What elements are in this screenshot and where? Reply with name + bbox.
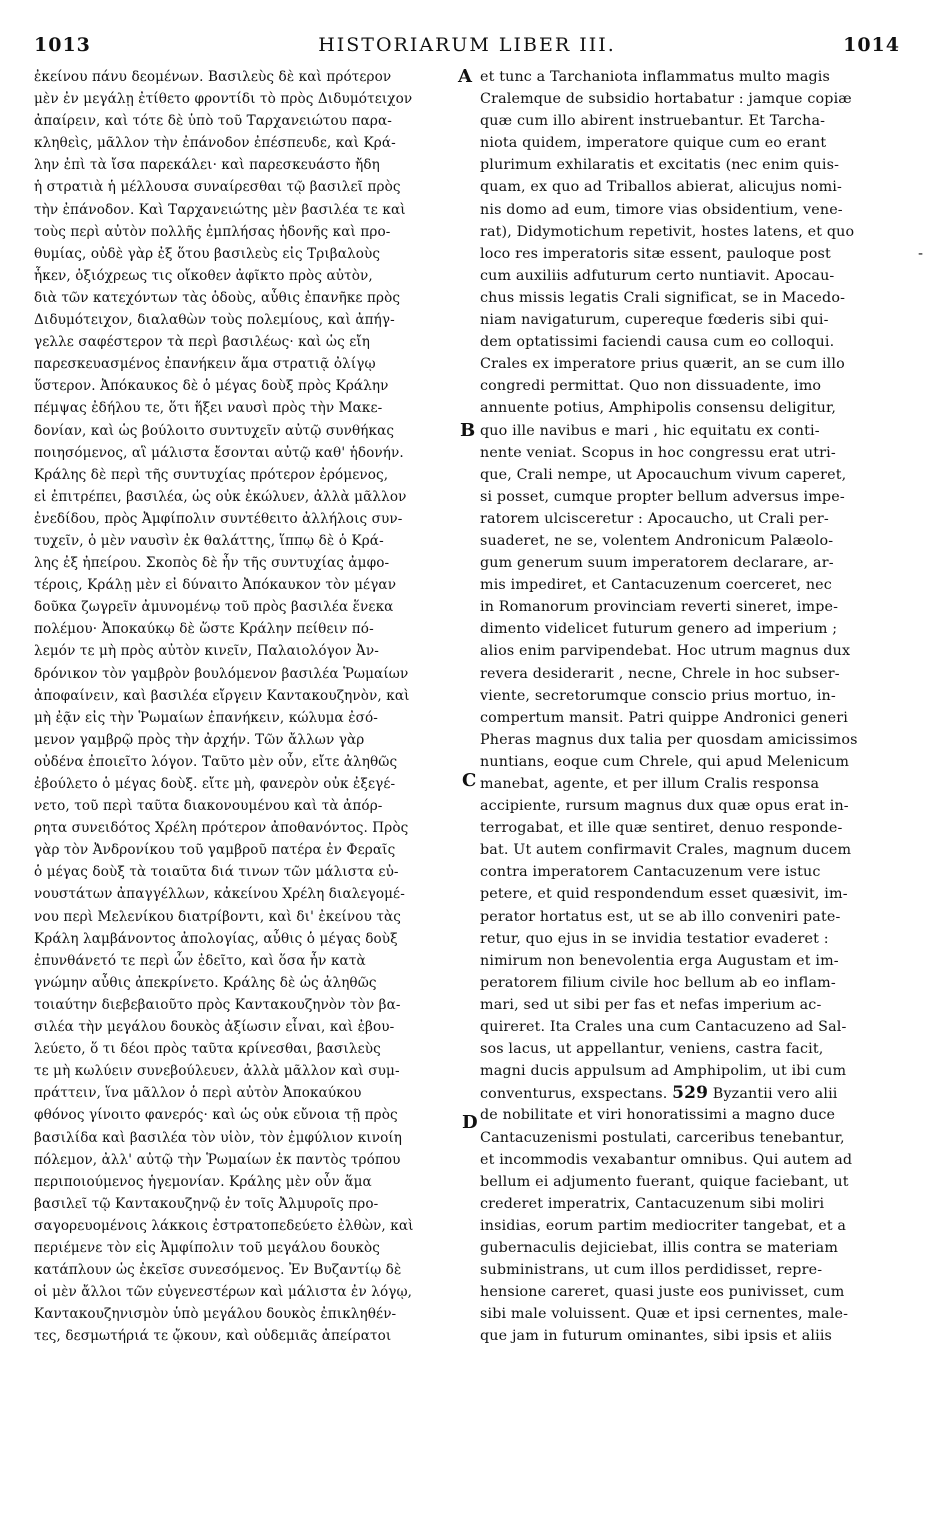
latin-text-line: mis impediret, et Cantacuzenum coerceret, nec [480, 577, 832, 594]
greek-text-line: λεύετο, ὅ τι δέοι πρὸς ταῦτα κρίνεσθαι, βασιλεὺς [34, 1041, 381, 1058]
greek-text-line: μενον γαμβρῷ πρὸς τὴν ἀρχήν. Τῶν ἄλλων γὰρ [34, 731, 365, 748]
greek-text-line: πολέμου· Ἀποκαύκῳ δὲ ὥστε Κράλην πείθειν πό- [34, 621, 374, 638]
greek-text-line: τυχεῖν, ὁ μὲν ναυσὶν ἐκ θαλάττης, ἵππῳ δὲ ὁ Κρά- [34, 532, 384, 549]
latin-text-line: dem optatissimi faciendi causa cum eo colloqui. [480, 334, 835, 351]
latin-text-segment: conventurus, exspectans. [480, 1086, 668, 1103]
latin-text-line: insidias, eorum partim mediocriter tangebat, et a [480, 1217, 847, 1234]
greek-text-line: πράττειν, ἵνα μᾶλλον ὁ περὶ αὐτὸν Ἀποκαύκου [34, 1085, 362, 1102]
greek-text-line: ἐνεδίδου, πρὸς Ἀμφίπολιν συντέθειτο ἀλλήλοις συν- [34, 510, 403, 527]
latin-text-line: niota quidem, imperatore quique cum eo erant [480, 135, 827, 152]
latin-text-line: bellum ei adjumento fuerant, quique faciebant, ut [480, 1173, 849, 1190]
greek-text-line: δοῦκα ζωγρεῖν ἀμυνομένῳ τοῦ πρὸς βασιλέα ἕνεκα [34, 599, 394, 616]
latin-text-line: sos lacus, ut appellantur, veniens, castra facit, [480, 1041, 824, 1058]
greek-text-line: ρητα συνειδότος Χρέλη πρότερον ἀποθανόντος. Πρὸς [34, 820, 409, 837]
greek-text-line: Κράλης δὲ περὶ τῆς συντυχίας πρότερον ἐρόμενος, [34, 466, 389, 483]
page-number-right: 1014 [843, 34, 900, 56]
greek-text-line: δονίαν, καὶ ὡς βούλοιτο συντυχεῖν αὐτῷ συνθήκας [34, 422, 395, 439]
greek-text-line: ποιησόμενος, αἳ μάλιστα ἔσονται αὐτῷ καθ' ἡδονήν. [34, 444, 404, 461]
greek-text-line: Καντακουζηνισμὸν ὑπὸ μεγάλου δουκὸς ἐπικληθέν- [34, 1306, 397, 1323]
greek-text-line: λεμόν τε μὴ πρὸς αὐτὸν κινεῖν, Παλαιολόγον Ἀν- [34, 643, 379, 660]
greek-text-line: ἐκείνου πάνυ δεομένων. Βασιλεὺς δὲ καὶ πρότερον [34, 69, 392, 85]
latin-text-line: accipiente, rursum magnus dux quæ opus erat in- [480, 798, 849, 815]
section-marker-c: C [462, 770, 477, 791]
greek-text-line: τοιαύτην διεβεβαιοῦτο πρὸς Καντακουζηνὸν τὸν βα- [34, 996, 401, 1013]
latin-text-line: sibi male voluissent. Quæ et ipsi cernentes, male- [480, 1306, 849, 1323]
greek-text-line: Κράλη λαμβάνοντος ἀπολογίας, αὖθις ὁ μέγας δοὺξ [34, 930, 398, 947]
greek-text-line: οὐδένα ἐποιεῖτο λόγον. Ταῦτο μὲν οὖν, εἴτε ἀληθῶς [34, 753, 398, 770]
greek-text-line: νουστάτων ἀπαγγέλλων, κἀκείνου Χρέλη διαλεγομέ- [34, 886, 405, 903]
latin-text-line: nuntians, eoque cum Chrele, qui apud Melenicum [480, 753, 850, 770]
latin-text-line: subministrans, ut cum illos perdidisset, repre- [480, 1262, 823, 1279]
latin-text-line: nis domo ad eum, timore vias obsidentium, vene- [480, 201, 843, 218]
greek-text-line: τες, δεσμωτήριά τε ᾤκουν, καὶ οὐδεμιᾶς ἀπείρατοι [34, 1328, 392, 1345]
latin-text-line: quireret. Ita Crales una cum Cantacuzeno ad Sal- [480, 1019, 847, 1036]
latin-text-segment: Byzantii vero alii [712, 1086, 838, 1103]
greek-text-line: νετο, τοῦ περὶ ταῦτα διακονουμένου καὶ τὰ ἀπόρ- [34, 798, 383, 815]
greek-text-line: σαγορευομένοις λάκκοις ἐστρατοπεδεύετο ἐλθὼν, καὶ [34, 1217, 414, 1234]
greek-text-column [34, 66, 456, 1347]
latin-text-line: Crales ex imperatore prius quærit, an se cum illo [480, 356, 845, 373]
latin-text-line: de nobilitate et viri honoratissimi a magno duce [480, 1107, 836, 1124]
greek-text-line: φθόνος γίνοιτο φανερός· καὶ ὡς οὐκ εὔνοια τῇ πρὸς [34, 1107, 398, 1124]
latin-text-line: Pheras magnus dux talia per quosdam amicissimos [480, 731, 858, 748]
greek-text-line: τὴν ἐπάνοδον. Καὶ Ταρχανειώτης μὲν βασιλέα τε καὶ [34, 201, 406, 218]
latin-text-line: cum auxiliis adfuturum certo nuntiavit. Apocau- [480, 267, 835, 284]
greek-text-line: ὕστερον. Ἀπόκαυκος δὲ ὁ μέγας δοὺξ πρὸς Κράλην [34, 378, 389, 395]
greek-text-line: βασιλεῖ τῷ Καντακουζηνῷ ἐν τοῖς Ἀλμυροῖς προ- [34, 1195, 379, 1212]
latin-text-line: peratorem filium civile hoc bellum ab eo inflam- [480, 974, 836, 991]
running-title: HISTORIARUM LIBER III. [318, 34, 616, 56]
latin-text-line: Cantacuzenismi postulati, carceribus tenebantur, [480, 1129, 845, 1146]
latin-text-line: nimirum non benevolentia erga Augustam et im- [480, 952, 839, 969]
latin-text-line: suaderet, ne se, volentem Andronicum Palæolo- [480, 532, 834, 549]
latin-text-line: Cralemque de subsidio hortabatur : jamque copiæ [480, 91, 852, 108]
latin-text-line: alios enim parvipendebat. Hoc utrum magnus dux [480, 643, 851, 660]
latin-text-line: viente, secretorumque conscio prius mortuo, in- [480, 687, 836, 704]
latin-text-line: quæ cum illo abirent instruebantur. Et Tarcha- [480, 113, 826, 130]
section-marker-d: D [462, 1112, 478, 1133]
greek-text-line: πόλεμον, ἀλλ' αὐτῷ τὴν Ῥωμαίων ἐκ παντὸς τρόπου [34, 1151, 401, 1168]
latin-text-line: que, Crali nempe, ut Apocauchum vivum caperet, [480, 466, 847, 483]
greek-text-line: λην ἐπὶ τὰ ἴσα παρεκάλει· καὶ παρεσκευάστο ἤδη [34, 157, 380, 174]
latin-text-line: et incommodis vexabantur omnibus. Qui autem ad [480, 1151, 853, 1168]
greek-text-line: εἰ ἐπιτρέπει, βασιλέα, ὡς οὐκ ἐκώλυεν, ἀλλὰ μᾶλλον [34, 488, 407, 505]
latin-text-line: manebat, agente, et per illum Cralis responsa [480, 776, 820, 792]
greek-text-line: ἀπαίρειν, καὶ τότε δὲ ὑπὸ τοῦ Ταρχανειώτου παρα- [34, 113, 392, 130]
greek-text-line: πέμψας ἐδήλου τε, ὅτι ἥξει ναυσὶ πρὸς τὴν Μακε- [34, 400, 383, 417]
greek-text-line: ἐβούλετο ὁ μέγας δοὺξ. εἴτε μὴ, φανερὸν οὐκ ἐξεγέ- [34, 776, 396, 792]
greek-text-line: κληθεὶς, μᾶλλον τὴν ἐπάνοδον ἐπέσπευδε, καὶ Κρά- [34, 135, 396, 152]
greek-text-line: ὁ μέγας δοὺξ τὰ τοιαῦτα διά τινων τῶν μάλιστα εὐ- [34, 864, 399, 881]
latin-text-line: gum generum suum imperatorem declarare, ar- [480, 555, 834, 572]
latin-text-line: mari, sed ut sibi per fas et nefas imperium ac- [480, 996, 822, 1013]
latin-text-line: si posset, cumque propter bellum adversus impe- [480, 488, 845, 505]
latin-text-line: loco res imperatoris sitæ essent, pauloque post [480, 245, 831, 262]
greek-text-line: διὰ τῶν κατεχόντων τὰς ὁδοὺς, αὖθις ἐπανῆκε πρὸς [34, 289, 401, 306]
latin-text-line: bat. Ut autem confirmavit Crales, magnum ducem [480, 842, 852, 859]
latin-text-column [480, 66, 902, 1347]
greek-text-line: τε μὴ κωλύειν συνεβούλευεν, ἀλλὰ μᾶλλον καὶ συμ- [34, 1063, 400, 1080]
greek-text-line: περιέμενε τὸν εἰς Ἀμφίπολιν τοῦ μεγάλου δουκὸς [34, 1239, 380, 1256]
latin-text-line: contra imperatorem Cantacuzenum vere istuc [480, 864, 821, 881]
latin-text-line: annuente potius, Amphipolis consensu deligitur, [480, 400, 837, 417]
latin-text-line: niam navigaturum, cupereque fœderis sibi qui- [480, 312, 829, 329]
greek-text-line: παρεσκευασμένος ἐπανήκειν ἅμα στρατιᾷ ὀλίγῳ [34, 356, 376, 373]
latin-text-line: plurimum exhilaratis et excitatis (nec enim quis- [480, 157, 840, 174]
latin-text-line: congredi permittat. Quo non dissuadente, imo [480, 378, 822, 395]
greek-text-line: οἱ μὲν ἄλλοι τῶν εὐγενεστέρων καὶ μάλιστα ἐν λόγῳ, [34, 1284, 413, 1301]
latin-text-line: et tunc a Tarchaniota inflammatus multo magis [480, 69, 831, 85]
greek-text-line: Διδυμότειχον, διαλαθὼν τοὺς πολεμίους, καὶ ἀπήγ- [34, 312, 395, 329]
latin-text-line: ratorem ulcisceretur : Apocaucho, ut Crali per- [480, 510, 829, 527]
latin-text-line: quo ille navibus e mari , hic equitatu ex conti- [480, 422, 820, 439]
greek-text-line: βασιλίδα καὶ βασιλέα τὸν υἱὸν, τὸν ἐμφύλιον κινοίη [34, 1129, 403, 1146]
latin-text-line: chus missis legatis Crali significat, se in Macedo- [480, 289, 846, 306]
section-marker-a: A [458, 66, 472, 87]
latin-text-line: hensione careret, quasi juste eos punivisset, cum [480, 1284, 845, 1301]
latin-text-line: retur, quo ejus in se invidia testatior evaderet : [480, 930, 829, 947]
latin-text-line: dimento videlicet futurum genero ad imperium ; [480, 621, 838, 638]
latin-text-line: perator hortatus est, ut se ab illo conveniri pate- [480, 908, 841, 925]
margin-mark: - [918, 246, 924, 262]
greek-text-line: θυμίας, οὐδὲ γὰρ ἐξ ὅτου βασιλεὺς εἰς Τριβαλοὺς [34, 245, 381, 262]
greek-text-line: μὲν ἐν μεγάλῃ ἐτίθετο φροντίδι τὸ πρὸς Διδυμότειχον [34, 91, 413, 108]
greek-text-line: σιλέα τὴν μεγάλου δουκὸς ἀξίωσιν εἶναι, καὶ ἐβου- [34, 1019, 395, 1036]
greek-text-line: κατάπλουν ὡς ἐκεῖσε συνεσόμενος. Ἐν Βυζαντίῳ δὲ [34, 1262, 402, 1279]
latin-text-line: quam, ex quo ad Triballos abierat, alicujus nomi- [480, 179, 843, 196]
greek-text-line: ἡ στρατιὰ ἡ μέλλουσα συναίρεσθαι τῷ βασιλεῖ πρὸς [34, 179, 401, 196]
page-header [34, 28, 900, 58]
latin-text-line [480, 1082, 902, 1104]
greek-text-line: νου περὶ Μελενίκου διατρίβοντι, καὶ δι' ἐκείνου τὰς [34, 908, 401, 925]
latin-text-line: in Romanorum provinciam reverti sineret, impe- [480, 599, 839, 616]
greek-text-line: ἐπυνθάνετό τε περὶ ὧν ἐδεῖτο, καὶ ὅσα ἦν κατὰ [34, 952, 366, 969]
latin-text-line: que jam in futurum ominantes, sibi ipsis et aliis [480, 1328, 833, 1345]
greek-text-line: γνώμην αὖθις ἀπεκρίνετο. Κράλης δὲ ὡς ἀληθῶς [34, 974, 377, 991]
greek-text-line: λης ἐξ ἠπείρου. Σκοπὸς δὲ ἦν τῆς συντυχίας ἀμφο- [34, 555, 390, 572]
greek-text-line: τοὺς περὶ αὐτὸν πολλῆς ἐμπλήσας ἡδονῆς καὶ προ- [34, 223, 391, 240]
latin-text-line: revera desiderarit , necne, Chrele in hoc subser- [480, 665, 840, 682]
latin-text-line: gubernaculis dejiciebat, illis contra se materiam [480, 1239, 839, 1256]
inline-page-number: 529 [672, 1083, 709, 1104]
page-number-left: 1013 [34, 34, 91, 56]
latin-text-line: petere, et quid respondendum esset quæsivit, im- [480, 886, 848, 903]
section-marker-b: B [460, 420, 476, 441]
latin-text-line: nente veniat. Scopus in hoc congressu erat utri- [480, 444, 836, 461]
greek-text-line: γὰρ τὸν Ἀνδρονίκου τοῦ γαμβροῦ πατέρα ἐν Φεραῖς [34, 842, 396, 859]
greek-text-line: ἧκεν, ὁξιόχρεως τις οἴκοθεν ἀφῖκτο πρὸς αὐτὸν, [34, 267, 373, 284]
latin-text-line: crederet imperatrix, Cantacuzenum sibi moliri [480, 1195, 825, 1212]
latin-text-line: rat), Didymotichum repetivit, hostes latens, et quo [480, 223, 855, 240]
greek-text-line: δρόνικον τὸν γαμβρὸν βουλόμενον βασιλέα Ῥωμαίων [34, 665, 409, 682]
greek-text-line: γελλε σαφέστερον τὰ περὶ βασιλέως· καὶ ὡς εἴη [34, 334, 371, 351]
latin-text-line: terrogabat, et ille quæ sentiret, denuo responde- [480, 820, 843, 837]
greek-text-line: ἀποφαίνειν, καὶ βασιλέα εἴργειν Καντακουζηνὸν, καὶ [34, 687, 410, 704]
latin-text-line: compertum mansit. Patri quippe Andronici generi [480, 709, 848, 726]
greek-text-line: τέροις, Κράλῃ μὲν εἰ δύναιτο Ἀπόκαυκον τὸν μέγαν [34, 577, 397, 594]
latin-text-line: magni ducis appulsum ad Amphipolim, ut ibi cum [480, 1063, 847, 1080]
greek-text-line: περιποιούμενος ἡγεμονίαν. Κράλης μὲν οὖν ἅμα [34, 1173, 372, 1190]
greek-text-line: μὴ ἐᾷν εἰς τὴν Ῥωμαίων ἐπανήκειν, κώλυμα ἐσό- [34, 709, 378, 726]
